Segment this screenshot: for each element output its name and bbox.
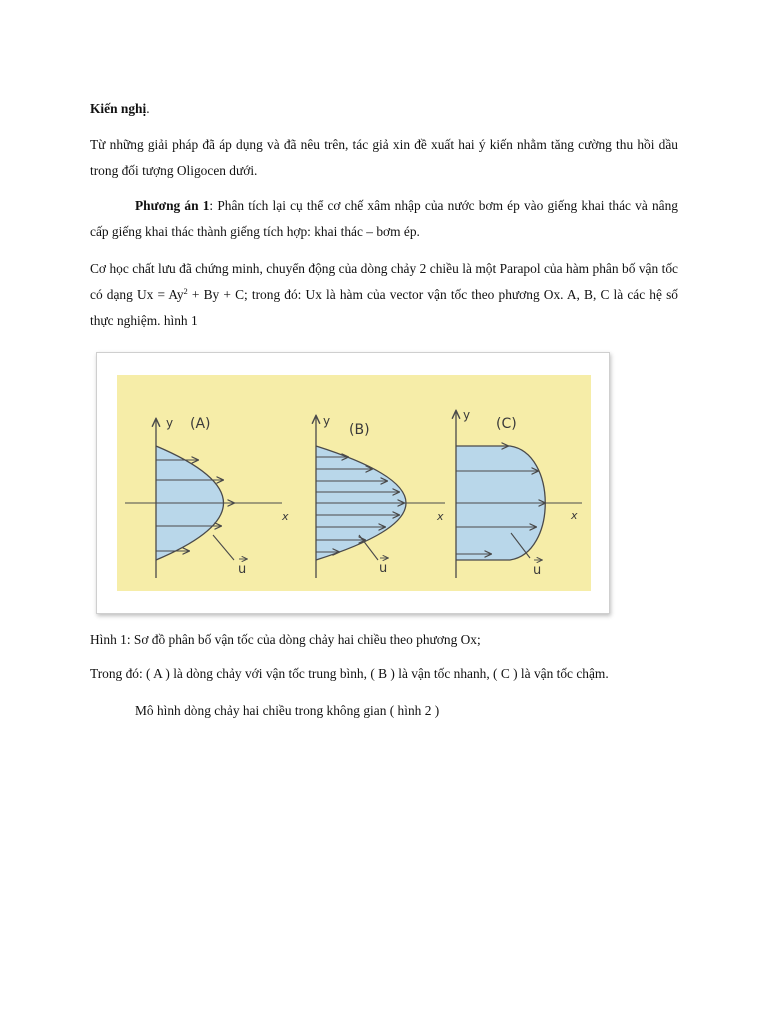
panel-c-x-label: x [571,509,578,522]
fluid-mechanics-paragraph [90,256,678,334]
option-1-label: Phương án 1 [135,198,210,213]
panel-a-x-label: x [282,510,289,523]
figure-caption: Hình 1: Sơ đồ phân bố vận tốc của dòng chảy hai chiều theo phương Ox; [90,632,481,647]
panel-a-label: (A) [190,416,211,432]
section-heading [90,96,678,122]
panel-a-y-label: y [166,416,174,430]
panel-c-u-label: u [533,563,542,578]
panel-b-x-label: x [437,510,444,523]
panel-b-y-label: y [323,414,331,428]
option-1-text: : Phân tích lại cụ thể cơ chế xâm nhập của nước bơm ép vào giếng khai thác và nâng cấp giếng khai thác thành giếng tích hợp: khai thác – bơm ép. [90,198,678,239]
panel-a-u-label: u [238,562,247,577]
intro-paragraph: Từ những giải pháp đã áp dụng và đã nêu trên, tác giả xin đề xuất hai ý kiến nhằm tăng cường thu hồi dầu trong đối tượng Oligocen dưới. [90,137,678,178]
panel-b-label: (B) [349,422,370,438]
panel-c-label: (C) [496,416,517,432]
velocity-profile-drawing [97,353,609,613]
heading-title: Kiến nghị [90,101,147,116]
formula-exponent: 2 [183,286,188,296]
heading-dot: . [146,101,150,116]
panel-b-u-label: u [379,561,388,576]
legend-paragraph: Trong đó: ( A ) là dòng chảy với vận tốc trung bình, ( B ) là vận tốc nhanh, ( C ) là vận tốc chậm. [90,666,609,681]
option-1-paragraph [90,193,678,245]
formula-text-before: Cơ học chất lưu đã chứng minh, chuyển động của dòng chảy 2 chiều là một Parapol của hàm phân bố vận tốc có dạng Ux = Ay [90,261,678,302]
figure-1-frame [96,352,610,614]
panel-c-y-label: y [463,408,471,422]
model-paragraph: Mô hình dòng chảy hai chiều trong không gian ( hình 2 ) [135,703,440,718]
formula-text-after: + By + C; trong đó: Ux là hàm của vector vận tốc theo phương Ox. A, B, C là các hệ số thực nghiệm. hình 1 [90,287,678,328]
